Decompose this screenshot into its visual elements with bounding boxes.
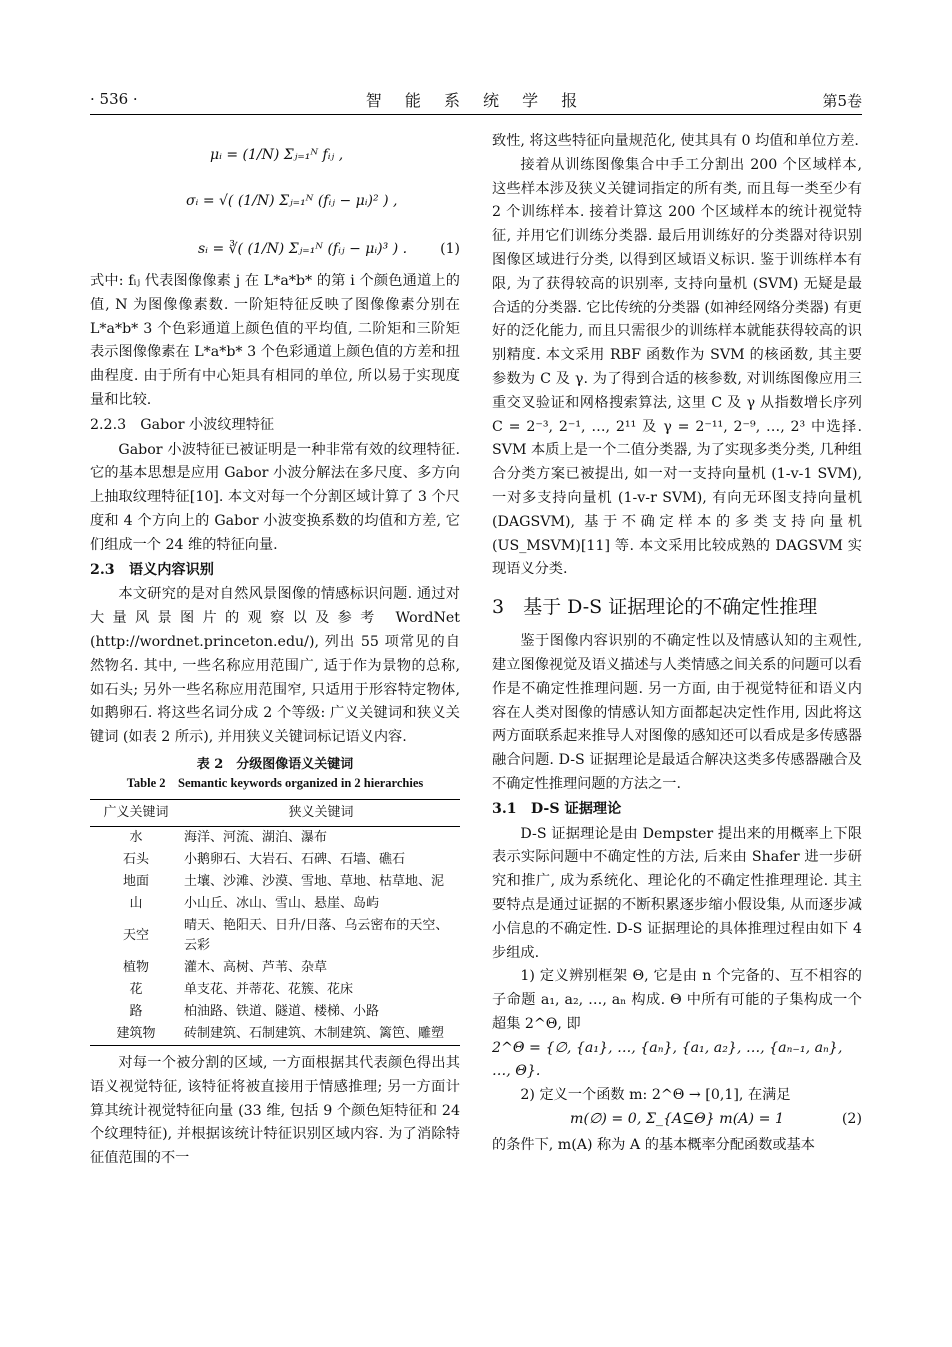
paragraph-semantic: 本文研究的是对自然风景图像的情感标识问题. 通过对大量风景图片的观察以及参考 WordNet (http://wordnet.princeton.edu/), 列出 55 项常见的自然物名. 其中, 一些名称应用范围广, 适于作为景物的总称, 如石头; 另外一些名称应用范围窄, 只适用于形容特定物体, 如鹅卵石. 将这些名词分成 2 个等级: 广义关键词和狭义关键词 (如表 2 所示), 并用狭义关键词标记语义内容. <box>90 586 460 746</box>
table-row <box>90 957 460 979</box>
paragraph-step-2: 2) 定义一个函数 m: 2^Θ → [0,1], 在满足 <box>520 1087 791 1104</box>
table-header-narrow: 狭义关键词 <box>182 799 460 826</box>
narrow-keywords: 晴天、艳阳天、日升/日落、乌云密布的天空、云彩 <box>184 917 449 953</box>
table-row <box>90 826 460 849</box>
narrow-keywords: 小山丘、冰山、雪山、悬崖、岛屿 <box>184 895 380 911</box>
paragraph-normalize: 致性, 将这些特征向量规范化, 使其具有 0 均值和单位方差. <box>492 133 859 149</box>
page-header <box>90 88 862 115</box>
formula-1-number: (1) <box>440 241 460 257</box>
paragraph-bpa: 的条件下, m(A) 称为 A 的基本概率分配函数或基本 <box>492 1137 815 1154</box>
narrow-keywords: 单支花、并蒂花、花簇、花床 <box>184 981 354 997</box>
paragraph-ds-theory: D-S 证据理论是由 Dempster 提出来的用概率上下限表示实际问题中不确定性的方法, 后来由 Shafer 进一步研究和推广, 成为系统化、理论化的不确定性推理理论. 其主要特点是通过证据的不断积累逐步缩小假设集, 从而逐步减小信息的不确定性. D-S 证据理论的具体推理过程由如下 4 步组成. <box>492 825 862 961</box>
broad-keyword: 天空 <box>122 927 149 943</box>
paragraph-moments: 式中: fᵢⱼ 代表图像像素 j 在 L*a*b* 的第 i 个颜色通道上的值, N 为图像像素数. 一阶矩特征反映了图像像素分别在 L*a*b* 3 个色彩通道上颜色值的平均值, 二阶矩和三阶矩表示图像像素在 L*a*b* 3 个色彩通道上颜色值的方差和扭曲程度. 由于所有中心矩具有相同的单位, 所以易于实现度量和比较. <box>90 273 460 408</box>
volume-label: 第5卷 <box>822 92 862 110</box>
left-column <box>90 130 460 1171</box>
table-header-broad: 广义关键词 <box>90 799 182 826</box>
table-row <box>90 1001 460 1023</box>
table-caption-cn: 表 2 分级图像语义关键词 <box>196 756 354 772</box>
narrow-keywords: 柏油路、铁道、隧道、楼梯、小路 <box>184 1003 380 1019</box>
heading-2-3: 2.3 语义内容识别 <box>90 561 214 578</box>
equation-2-number: (2) <box>841 1111 862 1128</box>
paragraph-svm: 接着从训练图像集合中手工分割出 200 个区域样本, 这些样本涉及狭义关键词指定的所有类, 而且每一类至少有 2 个训练样本. 接着计算这 200 个区域样本的统计视觉特征, 并用它们训练分类器. 最后用训练好的分类器对待识别图像区域进行分类, 以得到区域语义标识. 鉴于训练样本有限, 为了获得较高的识别率, 支持向量机 (SVM) 无疑是最合适的分类器. 它比传统的分类器 (如神经网络分类器) 有更好的泛化能力, 而且只需很少的训练样本就能获得较高的识别精度. 本文采用 RBF 函数作为 SVM 的核函数, 其主要参数为 C 及 γ. 为了得到合适的核参数, 对训练图像应用三重交叉验证和网格搜索算法, 这里 C 及 γ 从指数增长序列 C = 2⁻³, 2⁻¹, …, 2¹¹ 及 γ = 2⁻¹¹, 2⁻⁹, …, 2³ 中选择. SVM 本质上是一个二值分类器, 为了实现多类分类, 几种组合分类方案已被提出, 如一对一支持向量机 (1-v-1 SVM), 一对多支持向量机 (1-v-r SVM), 有向无环图支持向量机 (DAGSVM), 基于不确定样本的多类支持向量机 (US_MSVM)[11] 等. 本文采用比较成熟的 DAGSVM 实现语义分类. <box>492 156 862 578</box>
broad-keyword: 花 <box>129 981 143 997</box>
table-row <box>90 849 460 871</box>
table-row <box>90 979 460 1001</box>
paragraph-gabor: Gabor 小波特征已被证明是一种非常有效的纹理特征. 它的基本思想是应用 Gabor 小波分解法在多尺度、多方向上抽取纹理特征[10]. 本文对每一个分割区域计算了 3 个尺度和 4 个方向上的 Gabor 小波变换系数的均值和方差, 它们组成一个 24 维的特征向量. <box>90 441 460 553</box>
page-number: · 536 · <box>90 90 138 108</box>
right-column <box>492 130 862 1158</box>
paragraph-step-1: 1) 定义辨别框架 Θ, 它是由 n 个完备的、互不相容的子命题 a₁, a₂, …, aₙ 构成. Θ 中所有可能的子集构成一个超集 2^Θ, 即 <box>492 968 862 1032</box>
journal-name: 智 能 系 统 学 报 <box>365 91 587 110</box>
broad-keyword: 水 <box>129 829 143 845</box>
broad-keyword: 山 <box>129 895 143 911</box>
heading-3: 3 基于 D-S 证据理论的不确定性推理 <box>492 596 818 619</box>
formula-mu: μᵢ = (1/N) Σⱼ₌₁ᴺ fᵢⱼ , <box>210 147 344 163</box>
paragraph-region-features: 对每一个被分割的区域, 一方面根据其代表颜色得出其语义视觉特征, 该特征将被直接用于情感推理; 另一方面计算其统计视觉特征向量 (33 维, 包括 9 个颜色矩特征和 24 个纹理特征), 并根据该统计特征识别区域内容. 为了消除特征值范围的不一 <box>90 1054 460 1167</box>
table-row <box>90 1023 460 1046</box>
narrow-keywords: 砖制建筑、石制建筑、木制建筑、篱笆、雕塑 <box>182 1023 460 1046</box>
narrow-keywords: 海洋、河流、湖泊、瀑布 <box>184 829 328 845</box>
formula-1 <box>90 130 460 270</box>
keyword-table <box>90 799 460 1046</box>
broad-keyword: 植物 <box>122 959 149 975</box>
narrow-keywords: 小鹅卵石、大岩石、石碑、石墙、礁石 <box>184 851 406 867</box>
broad-keyword: 地面 <box>122 873 149 889</box>
paragraph-uncertainty: 鉴于图像内容识别的不确定性以及情感认知的主观性, 建立图像视觉及语义描述与人类情感之间关系的问题可以看作是不确定性推理问题. 另一方面, 由于视觉特征和语义内容在人类对图像的情感认知方面都起决定性作用, 因此将这两方面联系起来推导人对图像的感知还可以看成是多传感器融合问题. D-S 证据理论是最适合解决这类多传感器融合及不确定性推理问题的方法之一. <box>492 633 862 792</box>
broad-keyword: 建筑物 <box>90 1023 182 1046</box>
formula-s: sᵢ = ∛( (1/N) Σⱼ₌₁ᴺ (fᵢⱼ − μᵢ)³ ) . <box>198 241 408 257</box>
table-row <box>90 871 460 893</box>
broad-keyword: 路 <box>129 1003 143 1019</box>
equation-2-body: m(∅) = 0, Σ_{A⊆Θ} m(A) = 1 <box>570 1111 784 1128</box>
heading-2-2-3: 2.2.3 Gabor 小波纹理特征 <box>90 416 275 433</box>
table-row <box>90 915 460 957</box>
broad-keyword: 石头 <box>122 851 149 867</box>
table-row <box>90 893 460 915</box>
table-caption-en: Table 2 Semantic keywords organized in 2 hierarchies <box>126 775 424 790</box>
narrow-keywords: 土壤、沙滩、沙漠、雪地、草地、枯草地、泥 <box>184 873 445 889</box>
equation-superset: 2^Θ = {∅, {a₁}, …, {aₙ}, {a₁, a₂}, …, {aₙ₋₁, aₙ}, …, Θ}. <box>492 1039 843 1080</box>
formula-sigma: σᵢ = √( (1/N) Σⱼ₌₁ᴺ (fᵢⱼ − μᵢ)² ) , <box>186 193 398 209</box>
narrow-keywords: 灌木、高树、芦苇、杂草 <box>184 959 328 975</box>
equation-2 <box>492 1108 862 1134</box>
heading-3-1: 3.1 D-S 证据理论 <box>492 800 622 817</box>
